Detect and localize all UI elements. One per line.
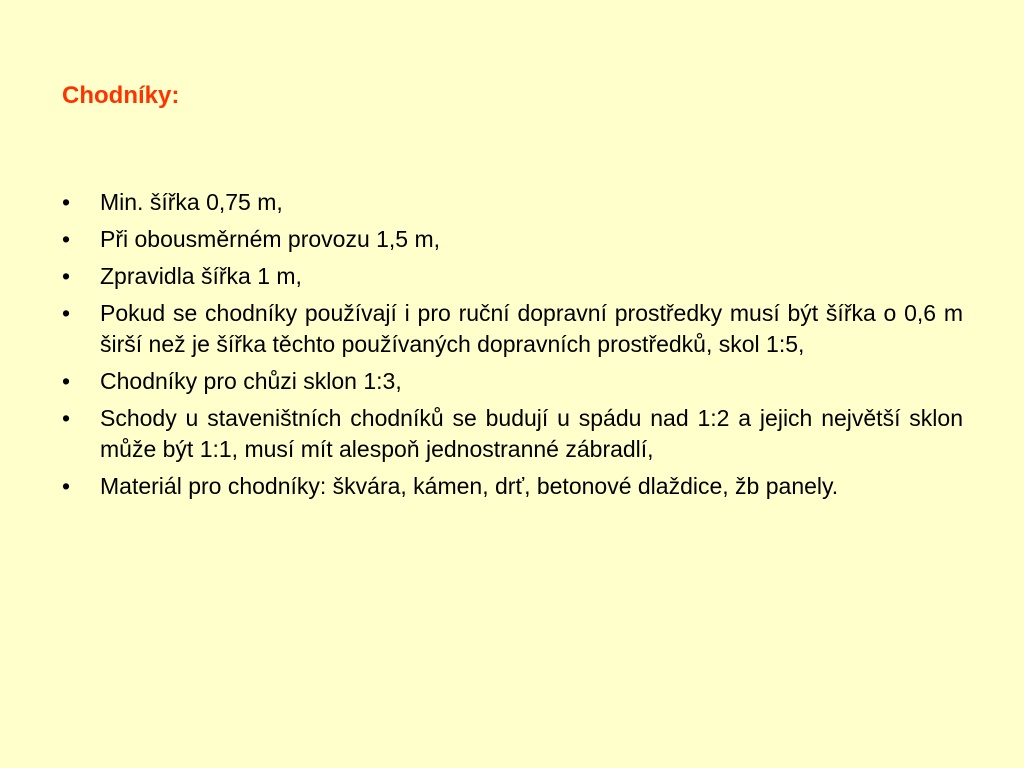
bullet-text: Pokud se chodníky používají i pro ruční dopravní prostředky musí být šířka o 0,6 m širší než je šířka těchto používaných dopravních prostředků, skol 1:5, xyxy=(100,300,963,357)
list-item xyxy=(62,403,963,465)
list-item xyxy=(62,366,963,397)
list-item xyxy=(62,261,963,292)
bullet-text: Min. šířka 0,75 m, xyxy=(100,189,283,215)
bullet-icon: • xyxy=(62,189,71,215)
bullet-text: Materiál pro chodníky: škvára, kámen, drť, betonové dlaždice, žb panely. xyxy=(100,473,839,499)
bullet-icon: • xyxy=(62,300,71,326)
bullet-text: Zpravidla šířka 1 m, xyxy=(100,263,302,289)
bullet-text: Schody u staveništních chodníků se budují u spádu nad 1:2 a jejich největší sklon může být 1:1, musí mít alespoň jednostranné zábradlí, xyxy=(100,405,963,462)
bullet-icon: • xyxy=(62,405,71,431)
bullet-text: Při obousměrném provozu 1,5 m, xyxy=(100,226,441,252)
bullet-icon: • xyxy=(62,473,71,499)
list-item xyxy=(62,224,963,255)
bullet-list xyxy=(62,187,963,508)
list-item xyxy=(62,298,963,360)
slide-title: Chodníky: xyxy=(62,82,180,109)
bullet-icon: • xyxy=(62,368,71,394)
bullet-icon: • xyxy=(62,263,71,289)
bullet-text: Chodníky pro chůzi sklon 1:3, xyxy=(100,368,402,394)
list-item xyxy=(62,187,963,218)
bullet-icon: • xyxy=(62,226,71,252)
list-item xyxy=(62,471,963,502)
